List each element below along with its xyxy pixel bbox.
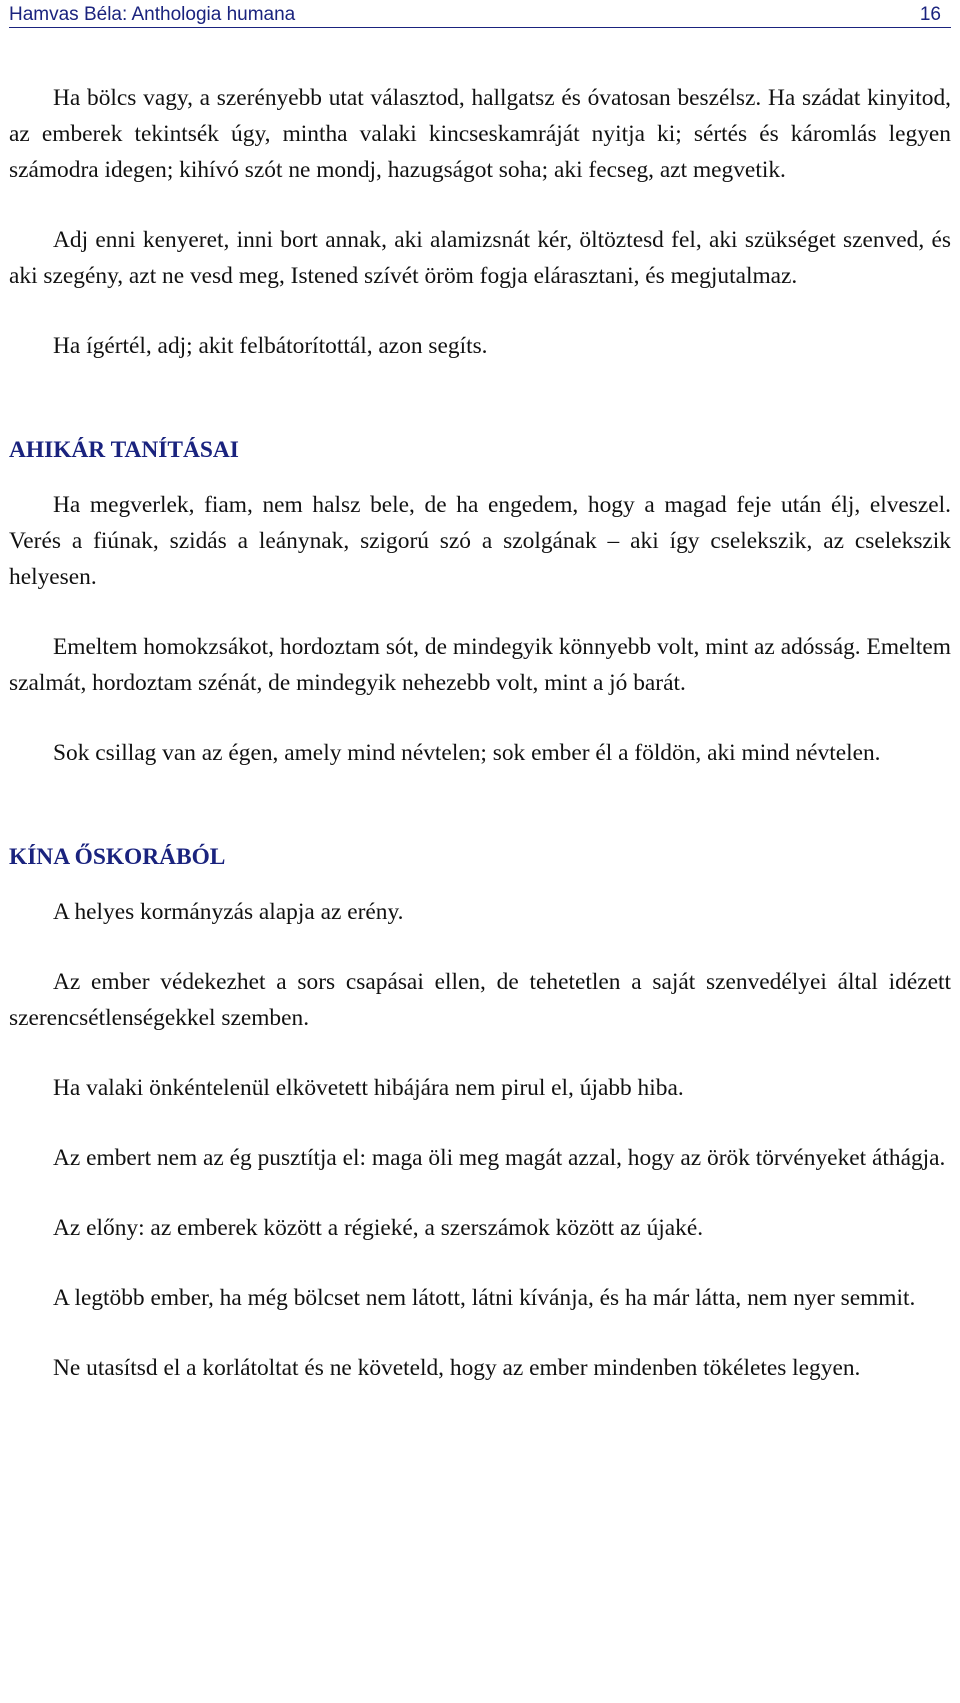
page-number: 16 [919, 4, 941, 25]
paragraph: Ha bölcs vagy, a szerényebb utat választod, hallgatsz és óvatosan beszélsz. Ha szádat kinyitod, az emberek tekintsék úgy, mintha valaki kincseskamráját nyitja ki; sértés és káromlás legyen számodra idegen; kihívó szót ne mondj, hazugságot soha; aki fecseg, azt megvetik. [9, 85, 951, 183]
section-title-kina: KÍNA ŐSKORÁBÓL [9, 844, 226, 870]
paragraph: Ha valaki önkéntelenül elkövetett hibájára nem pirul el, újabb hiba. [53, 1075, 684, 1101]
book-title: Hamvas Béla: Anthologia humana [9, 4, 296, 25]
paragraph: Sok csillag van az égen, amely mind névtelen; sok ember él a földön, aki mind névtelen. [53, 740, 881, 766]
paragraph: Emeltem homokzsákot, hordoztam sót, de mindegyik könnyebb volt, mint az adósság. Emeltem szalmát, hordoztam szénát, de mindegyik nehezebb volt, mint a jó barát. [9, 634, 951, 696]
section-title-ahikar: AHIKÁR TANÍTÁSAI [9, 437, 239, 463]
paragraph: A helyes kormányzás alapja az erény. [53, 899, 404, 925]
running-header [9, 0, 951, 28]
paragraph: Az előny: az emberek között a régieké, a szerszámok között az újaké. [53, 1215, 704, 1241]
paragraph: Adj enni kenyeret, inni bort annak, aki alamizsnát kér, öltöztesd fel, aki szükséget szenved, és aki szegény, azt ne vesd meg, Istened szívét öröm fogja elárasztani, és megjutalmaz. [9, 227, 951, 289]
paragraph: Az ember védekezhet a sors csapásai ellen, de tehetetlen a saját szenvedélyei által idézett szerencsétlenségekkel szemben. [9, 969, 951, 1031]
paragraph: Ne utasítsd el a korlátoltat és ne követeld, hogy az ember mindenben tökéletes legyen. [53, 1355, 861, 1381]
paragraph: Ha ígértél, adj; akit felbátorítottál, azon segíts. [53, 333, 488, 359]
page-body [9, 28, 951, 1386]
paragraph: Ha megverlek, fiam, nem halsz bele, de ha engedem, hogy a magad feje után élj, elveszel. Verés a fiúnak, szidás a leánynak, szigorú szó a szolgának – aki így cselekszik, az cselekszik helyesen. [9, 492, 951, 590]
paragraph: A legtöbb ember, ha még bölcset nem látott, látni kívánja, és ha már látta, nem nyer semmit. [53, 1285, 916, 1311]
paragraph: Az embert nem az ég pusztítja el: maga öli meg magát azzal, hogy az örök törvényeket áthágja. [53, 1145, 946, 1171]
